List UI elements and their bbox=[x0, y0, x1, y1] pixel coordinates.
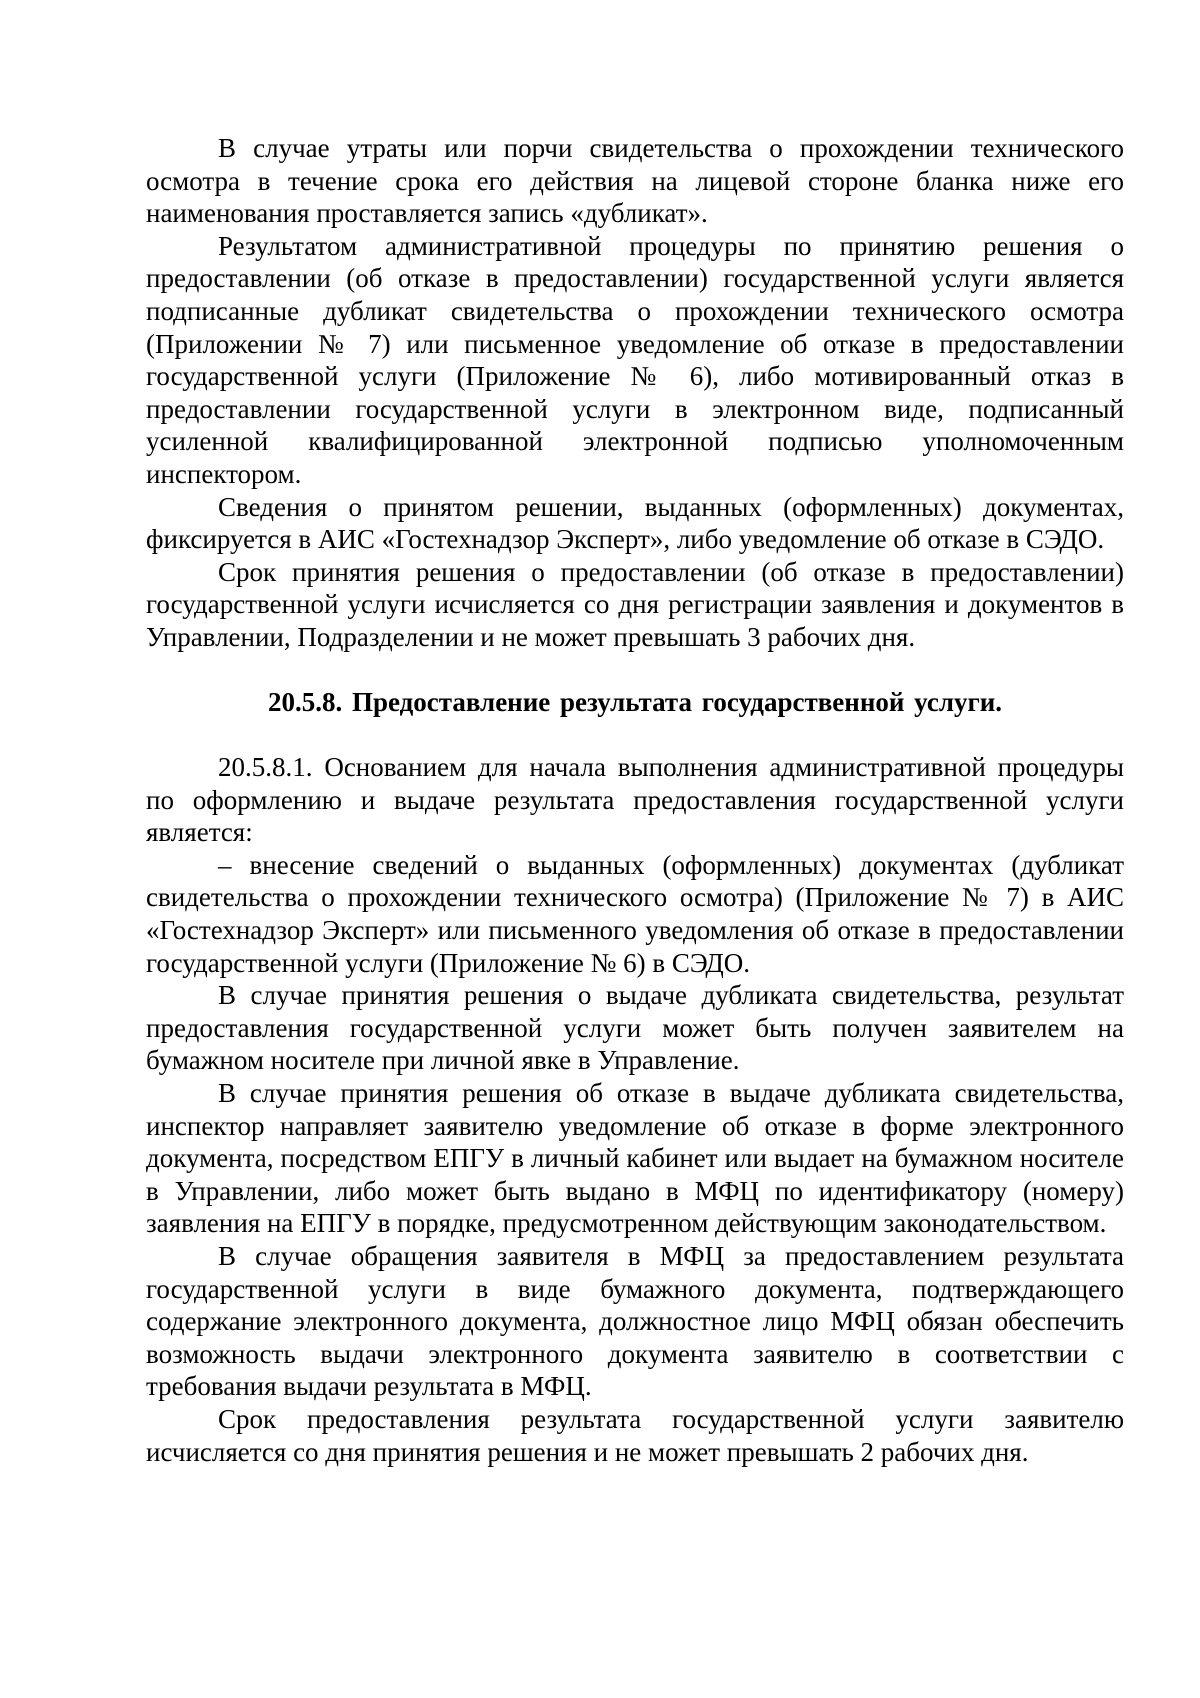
paragraph-duplicate-issue: В случае принятия решения о выдаче дубликата свидетельства, результат предоставления государственной услуги может быть получен заявителем на бумажном носителе при личной явке в Управление. bbox=[146, 980, 1124, 1076]
paragraph-mfc-request: В случае обращения заявителя в МФЦ за предоставлением результата государственной услуги в виде бумажного документа, подтверждающего содержание электронного документа, должностное лицо МФЦ обязан обеспечить возможность выдачи электронного документа заявителю в соответствии с требования выдачи результата в МФЦ. bbox=[146, 1241, 1124, 1402]
paragraph-basis: 20.5.8.1. Основанием для начала выполнения административной процедуры по оформлению и выдаче результата предоставления государственной услуги является: bbox=[146, 752, 1124, 848]
document-page bbox=[146, 132, 1124, 1468]
section-heading: 20.5.8. Предоставление результата государственной услуги. bbox=[267, 686, 1003, 717]
paragraph-refusal-notice: В случае принятия решения об отказе в выдаче дубликата свидетельства, инспектор направляет заявителю уведомление об отказе в форме электронного документа, посредством ЕПГУ в личный кабинет или выдает на бумажном носителе в Управлении, либо может быть выдано в МФЦ по идентификатору (номеру) заявления на ЕПГУ в порядке, предусмотренном действующим законодательством. bbox=[146, 1078, 1124, 1239]
paragraph-procedure-result: Результатом административной процедуры по принятию решения о предоставлении (об отказе в предоставлении) государственной услуги является подписанные дубликат свидетельства о прохождении технического осмотра (Приложении № 7) или письменное уведомление об отказе в предоставлении государственной услуги (Приложение № 6), либо мотивированный отказ в предоставлении государственной услуги в электронном виде, подписанный усиленной квалифицированной электронной подписью уполномоченным инспектором. bbox=[146, 230, 1124, 489]
paragraph-duplicate-mark: В случае утраты или порчи свидетельства о прохождении технического осмотра в течение срока его действия на лицевой стороне бланка ниже его наименования проставляется запись «дубликат». bbox=[146, 133, 1124, 229]
list-item-record-entry: – внесение сведений о выданных (оформленных) документах (дубликат свидетельства о прохождении технического осмотра) (Приложение № 7) в АИС «Гостехнадзор Эксперт» или письменного уведомления об отказе в предоставлении государственной услуги (Приложение № 6) в СЭДО. bbox=[146, 849, 1124, 978]
paragraph-result-deadline: Срок предоставления результата государственной услуги заявителю исчисляется со дня принятия решения и не может превышать 2 рабочих дня. bbox=[146, 1403, 1124, 1467]
paragraph-decision-record: Сведения о принятом решении, выданных (оформленных) документах, фиксируется в АИС «Гостехнадзор Эксперт», либо уведомление об отказе в СЭДО. bbox=[146, 491, 1124, 555]
paragraph-decision-deadline: Срок принятия решения о предоставлении (об отказе в предоставлении) государственной услуги исчисляется со дня регистрации заявления и документов в Управлении, Подразделении и не может превышать 3 рабочих дня. bbox=[146, 556, 1124, 652]
